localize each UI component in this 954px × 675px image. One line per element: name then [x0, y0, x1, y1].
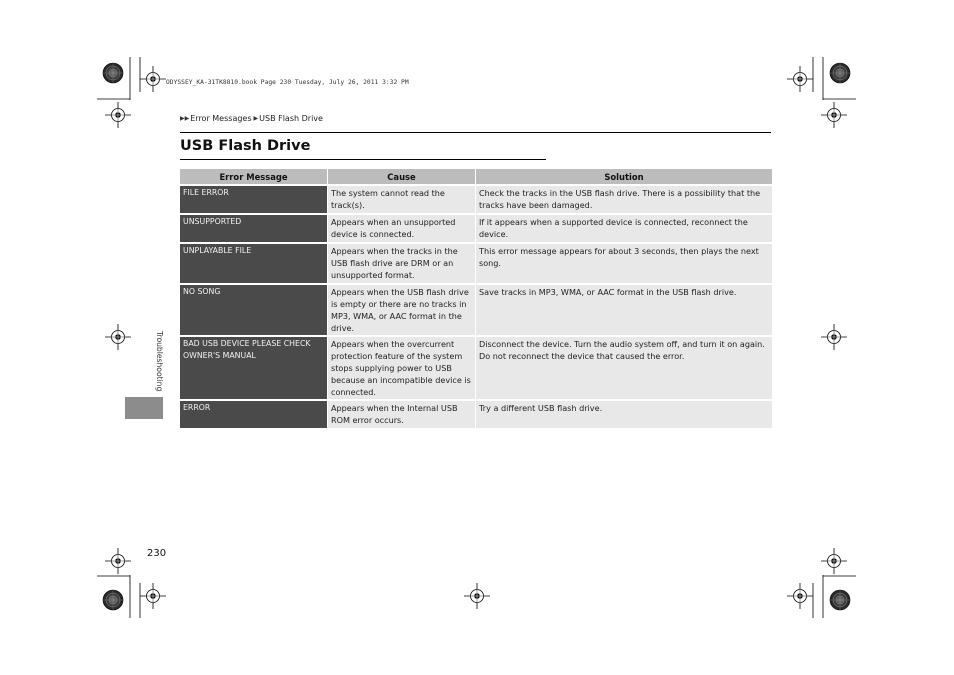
error-message-table [179, 167, 773, 430]
solution-cell: Disconnect the device. Turn the audio system off, and turn it on again. Do not reconnect the device that caused the error. [476, 337, 772, 399]
print-file-header: ODYSSEY_KA-31TK8810.book Page 230 Tuesday, July 26, 2011 3:32 PM [166, 79, 409, 86]
cause-cell: Appears when the Internal USB ROM error occurs. [328, 401, 475, 428]
error-message-cell: UNSUPPORTED [180, 215, 327, 242]
cause-cell: The system cannot read the track(s). [328, 186, 475, 213]
error-message-cell: BAD USB DEVICE PLEASE CHECK OWNER'S MANUAL [180, 337, 327, 399]
cause-cell: Appears when the overcurrent protection feature of the system stops supplying power to USB because an incompatible device is connected. [328, 337, 475, 399]
double-arrow-icon: ▶▶ [180, 115, 190, 122]
page-title: USB Flash Drive [180, 138, 311, 154]
page-number: 230 [147, 548, 167, 559]
column-header-solution: Solution [476, 169, 772, 184]
breadcrumb-item-usb-flash-drive: USB Flash Drive [259, 114, 323, 123]
title-underline [180, 159, 546, 160]
solution-cell: Save tracks in MP3, WMA, or AAC format in the USB flash drive. [476, 285, 772, 335]
chapter-tab [125, 397, 163, 419]
table-row [180, 337, 772, 399]
chapter-side-label: Troubleshooting [155, 331, 164, 392]
table-row [180, 285, 772, 335]
error-message-cell: NO SONG [180, 285, 327, 335]
cause-cell: Appears when the USB flash drive is empty or there are no tracks in MP3, WMA, or AAC format in the drive. [328, 285, 475, 335]
column-header-cause: Cause [328, 169, 475, 184]
error-message-cell: ERROR [180, 401, 327, 428]
solution-cell: This error message appears for about 3 seconds, then plays the next song. [476, 244, 772, 283]
table-row [180, 186, 772, 213]
table-header-row [180, 169, 772, 184]
error-message-cell: FILE ERROR [180, 186, 327, 213]
solution-cell: If it appears when a supported device is connected, reconnect the device. [476, 215, 772, 242]
solution-cell: Check the tracks in the USB flash drive. There is a possibility that the tracks have been damaged. [476, 186, 772, 213]
cause-cell: Appears when an unsupported device is connected. [328, 215, 475, 242]
arrow-icon: ▶ [253, 115, 259, 122]
table-row [180, 215, 772, 242]
column-header-error-message: Error Message [180, 169, 327, 184]
header-rule [180, 132, 771, 133]
cause-cell: Appears when the tracks in the USB flash drive are DRM or an unsupported format. [328, 244, 475, 283]
breadcrumb [180, 114, 323, 123]
error-message-cell: UNPLAYABLE FILE [180, 244, 327, 283]
table-row [180, 244, 772, 283]
solution-cell: Try a different USB flash drive. [476, 401, 772, 428]
breadcrumb-item-error-messages: Error Messages [190, 114, 252, 123]
table-row [180, 401, 772, 428]
